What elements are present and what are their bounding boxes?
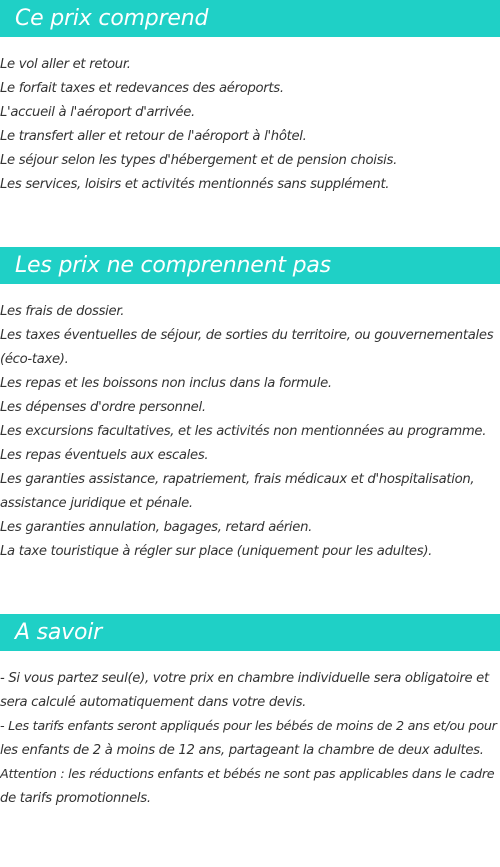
info-line: - Les tarifs enfants seront appliqués pour les bébés de moins de 2 ans et/ou pour [0,719,497,734]
info-line: - Si vous partez seul(e), votre prix en chambre individuelle sera obligatoire et [0,671,489,686]
excluded-item: Les garanties annulation, bagages, retard aérien. [0,520,313,535]
included-item: Le forfait taxes et redevances des aéroports. [0,81,284,96]
section-header-excluded [0,247,500,284]
excluded-item: assistance juridique et pénale. [0,496,193,511]
excluded-item: Les repas et les boissons non inclus dans la formule. [0,376,332,391]
section-title-included: Ce prix comprend [15,6,209,31]
included-item: Le vol aller et retour. [0,57,131,72]
excluded-item: Les dépenses d'ordre personnel. [0,400,206,415]
excluded-item: Les taxes éventuelles de séjour, de sorties du territoire, ou gouvernementales [0,328,494,343]
section-included [0,0,500,197]
excluded-item: Les garanties assistance, rapatriement, frais médicaux et d'hospitalisation, [0,472,475,487]
section-header-info [0,614,500,651]
info-line: de tarifs promotionnels. [0,791,151,806]
excluded-item: Les frais de dossier. [0,304,125,319]
included-list [0,37,500,197]
section-title-info: A savoir [15,620,103,645]
info-line: les enfants de 2 à moins de 12 ans, partageant la chambre de deux adultes. [0,743,484,758]
excluded-item: (éco-taxe). [0,352,69,367]
section-header-included [0,0,500,37]
section-excluded [0,247,500,564]
excluded-list [0,284,500,564]
included-item: Le transfert aller et retour de l'aéroport à l'hôtel. [0,129,307,144]
excluded-item: Les repas éventuels aux escales. [0,448,209,463]
excluded-item: La taxe touristique à régler sur place (uniquement pour les adultes). [0,544,433,559]
info-line: sera calculé automatiquement dans votre devis. [0,695,307,710]
excluded-item: Les excursions facultatives, et les activités non mentionnées au programme. [0,424,487,439]
section-title-excluded: Les prix ne comprennent pas [15,253,331,278]
section-info [0,614,500,811]
info-text [0,651,500,811]
included-item: L'accueil à l'aéroport d'arrivée. [0,105,195,120]
info-line: Attention : les réductions enfants et bébés ne sont pas applicables dans le cadre [0,767,495,782]
included-item: Le séjour selon les types d'hébergement et de pension choisis. [0,153,397,168]
included-item: Les services, loisirs et activités mentionnés sans supplément. [0,177,390,192]
